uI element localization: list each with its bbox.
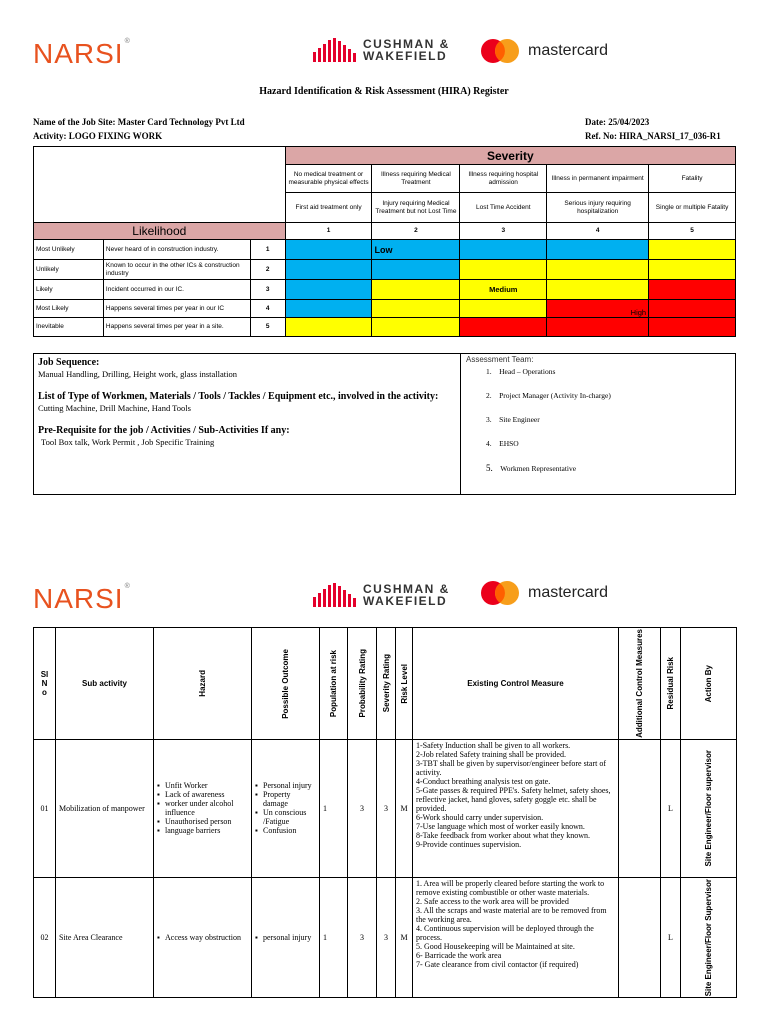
likelihood-desc: Happens several times per year in a site.	[103, 318, 250, 337]
row-residual-risk: L	[661, 739, 681, 877]
likelihood-number: 4	[250, 300, 285, 318]
severity-desc: Illness in permanent impairment	[547, 165, 649, 193]
col-header-additional-control: Additional Control Measures	[619, 628, 661, 740]
col-header-residual-risk: Residual Risk	[661, 628, 681, 740]
col-header-action-by: Action By	[681, 628, 737, 740]
row-sino: 01	[34, 739, 56, 877]
row-population: 1	[320, 877, 348, 997]
team-member: 2. Project Manager (Activity In-charge)	[486, 391, 611, 400]
col-header-population: Population at risk	[320, 628, 348, 740]
likelihood-label: Likely	[34, 280, 104, 300]
risk-cell-medium	[460, 260, 547, 280]
severity-number: 1	[285, 223, 372, 240]
workmen-list-text: Cutting Machine, Drill Machine, Hand Tools	[38, 403, 191, 413]
risk-cell-low	[285, 240, 372, 260]
row-action-by: Site Engineer/Floor supervisor	[681, 739, 737, 877]
risk-cell-high	[547, 318, 649, 337]
risk-cell-medium	[372, 318, 460, 337]
assessment-team-title: Assessment Team:	[466, 355, 534, 364]
cushman-wakefield-logo: CUSHMAN & WAKEFIELD	[313, 38, 450, 62]
risk-cell-medium	[547, 260, 649, 280]
mastercard-logo: mastercard	[480, 580, 608, 606]
severity-number: 5	[649, 223, 736, 240]
risk-assessment-table	[33, 627, 737, 998]
severity-number: 4	[547, 223, 649, 240]
date: Date: 25/04/2023	[585, 117, 650, 127]
team-member: 1. Head – Operations	[486, 367, 556, 376]
row-additional-control	[619, 739, 661, 877]
row-risk-level: M	[396, 739, 413, 877]
mastercard-circles-icon	[480, 580, 520, 606]
row-severity: 3	[377, 739, 396, 877]
risk-cell-medium	[649, 260, 736, 280]
row-probability: 3	[348, 739, 377, 877]
table-row	[34, 739, 737, 877]
col-header-outcome: Possible Outcome	[252, 628, 320, 740]
likelihood-desc: Never heard of in construction industry.	[103, 240, 250, 260]
risk-cell-low	[372, 260, 460, 280]
row-sub-activity: Site Area Clearance	[56, 877, 154, 997]
likelihood-desc: Incident occurred in our IC.	[103, 280, 250, 300]
likelihood-number: 2	[250, 260, 285, 280]
severity-number: 3	[460, 223, 547, 240]
job-sequence-title: Job Sequence:	[38, 357, 100, 368]
team-member: 5. Workmen Representative	[486, 463, 577, 473]
col-header-existing-control: Existing Control Measure	[413, 628, 619, 740]
row-controls: 1-Safety Induction shall be given to all workers. 2-Job related Safety training shall be provided. 3-TBT shall be given by supervisor/engineer before start of activity. 4-Conduct breathing analysis test on gate. 5-Gate passes & required PPE's. Safety helmet, safety shoes, reflective jacket, hand gloves, safety goggle etc. shall be provided. 6-Work should carry under supervision. 7-Use language which most of worker easily known. 8-Take feedback from worker about what they known. 9-Provide continues supervision.	[413, 739, 619, 877]
workmen-list-title: List of Type of Workmen, Materials / Tools / Tackles / Equipment etc., involved in the activity:	[38, 391, 439, 402]
row-hazards: ▪ Unfit Worker ▪ Lack of awareness ▪ worker under alcohol influence ▪ Unauthorised person ▪ language barriers	[154, 739, 252, 877]
severity-example: First aid treatment only	[285, 193, 372, 223]
risk-cell-high	[649, 318, 736, 337]
risk-cell-high	[649, 300, 736, 318]
job-sequence-text: Manual Handling, Drilling, Height work, glass installation	[38, 369, 238, 379]
likelihood-label: Inevitable	[34, 318, 104, 337]
risk-cell-medium	[460, 300, 547, 318]
risk-cell-medium	[547, 280, 649, 300]
severity-desc: Illness requiring Medical Treatment	[372, 165, 460, 193]
row-severity: 3	[377, 877, 396, 997]
likelihood-label: Unlikely	[34, 260, 104, 280]
row-outcomes: ▪ Personal injury ▪ Property damage ▪ Un conscious /Fatigue ▪ Confusion	[252, 739, 320, 877]
table-row	[34, 877, 737, 997]
row-action-by: Site Engineer/Floor Supervisor	[681, 877, 737, 997]
severity-example: Single or multiple Fatality	[649, 193, 736, 223]
row-sino: 02	[34, 877, 56, 997]
risk-label-medium: Medium	[460, 280, 547, 300]
risk-cell-medium	[649, 240, 736, 260]
risk-cell-low	[547, 240, 649, 260]
likelihood-heading: Likelihood	[34, 223, 286, 240]
likelihood-desc: Happens several times per year in our IC	[103, 300, 250, 318]
severity-desc: Illness requiring hospital admission	[460, 165, 547, 193]
narsi-logo: NARSI®	[33, 38, 131, 69]
job-site: Name of the Job Site: Master Card Technology Pvt Ltd	[33, 117, 245, 127]
severity-example: Serious injury requiring hospitalization	[547, 193, 649, 223]
severity-number: 2	[372, 223, 460, 240]
severity-desc: No medical treatment or measurable physical effects	[285, 165, 372, 193]
col-header-risk-level: Risk Level	[396, 628, 413, 740]
risk-cell-high	[649, 280, 736, 300]
likelihood-number: 5	[250, 318, 285, 337]
row-controls: 1. Area will be properly cleared before starting the work to remove existing combustible or other waste materials. 2. Safe access to the work area will be provided 3. All the scraps and waste material are to be removed from the working area. 4. Continuous supervision will be deployed through the process. 5. Good Housekeeping will be Maintained at site. 6- Barricade the work area 7- Gate clearance from civil contactor (if required)	[413, 877, 619, 997]
risk-cell-low	[285, 300, 372, 318]
row-additional-control	[619, 877, 661, 997]
cushman-bars-icon	[313, 38, 357, 62]
severity-example: Lost Time Accident	[460, 193, 547, 223]
col-header-sino: Sl N o	[34, 628, 56, 740]
col-header-sub-activity: Sub activity	[56, 628, 154, 740]
likelihood-label: Most Unlikely	[34, 240, 104, 260]
mastercard-logo: mastercard	[480, 38, 608, 64]
team-member: 4. EHSO	[486, 439, 519, 448]
risk-label-high: High	[547, 300, 649, 318]
row-hazards: ▪ Access way obstruction	[154, 877, 252, 997]
col-header-hazard: Hazard	[154, 628, 252, 740]
risk-cell-medium	[372, 280, 460, 300]
risk-cell-low	[285, 260, 372, 280]
likelihood-number: 3	[250, 280, 285, 300]
row-sub-activity: Mobilization of manpower	[56, 739, 154, 877]
activity: Activity: LOGO FIXING WORK	[33, 131, 163, 141]
page-title: Hazard Identification & Risk Assessment (HIRA) Register	[259, 86, 509, 97]
ref-no: Ref. No: HIRA_NARSI_17_036-R1	[585, 131, 721, 141]
row-population: 1	[320, 739, 348, 877]
likelihood-number: 1	[250, 240, 285, 260]
prerequisite-title: Pre-Requisite for the job / Activities / Sub-Activities If any:	[38, 425, 290, 436]
narsi-logo: NARSI®	[33, 583, 131, 614]
cushman-wakefield-logo: CUSHMAN & WAKEFIELD	[313, 583, 450, 607]
col-header-severity: Severity Rating	[377, 628, 396, 740]
likelihood-desc: Known to occur in the other ICs & construction industry	[103, 260, 250, 280]
prerequisite-text: Tool Box talk, Work Permit , Job Specific Training	[41, 437, 215, 447]
risk-label-low: Low	[372, 240, 460, 260]
col-header-probability: Probability Rating	[348, 628, 377, 740]
job-info-box	[33, 353, 736, 495]
team-member: 3. Site Engineer	[486, 415, 540, 424]
job-details	[34, 354, 461, 494]
mastercard-circles-icon	[480, 38, 520, 64]
risk-cell-medium	[372, 300, 460, 318]
risk-cell-medium	[285, 318, 372, 337]
likelihood-label: Most Likely	[34, 300, 104, 318]
row-probability: 3	[348, 877, 377, 997]
risk-cell-low	[285, 280, 372, 300]
assessment-team	[462, 354, 736, 494]
row-residual-risk: L	[661, 877, 681, 997]
risk-cell-high	[460, 318, 547, 337]
row-risk-level: M	[396, 877, 413, 997]
row-outcomes: ▪ personal injury	[252, 877, 320, 997]
risk-cell-low	[460, 240, 547, 260]
risk-matrix	[33, 146, 736, 337]
severity-desc: Fatality	[649, 165, 736, 193]
severity-heading: Severity	[285, 147, 735, 165]
severity-example: Injury requiring Medical Treatment but not Lost Time	[372, 193, 460, 223]
cushman-bars-icon	[313, 583, 357, 607]
matrix-corner	[34, 147, 286, 223]
